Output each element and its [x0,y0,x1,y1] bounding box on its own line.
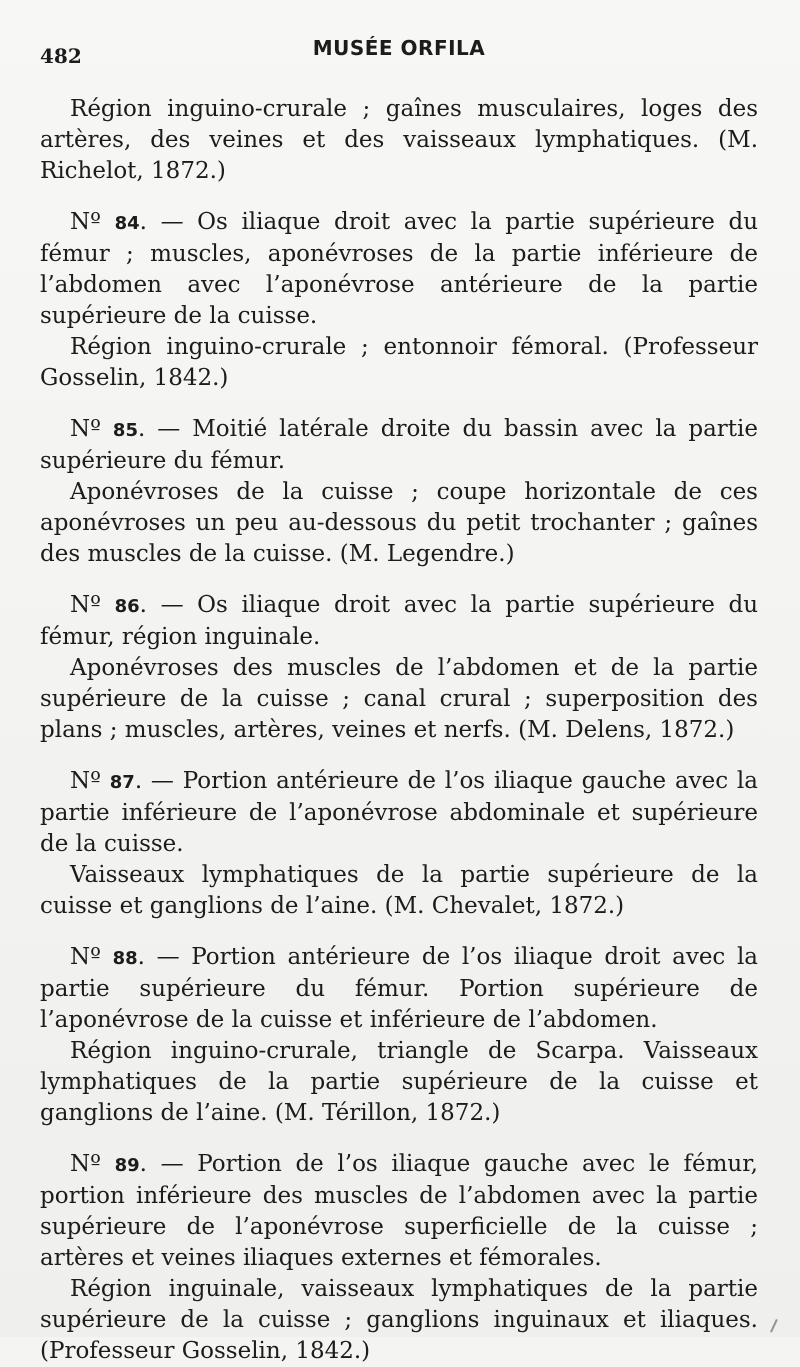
entry-number: 88 [112,948,138,969]
entry-number: 84 [114,213,140,234]
ink-mark [770,1319,796,1341]
catalogue-entries [40,94,758,1367]
entry-number: 85 [112,420,138,441]
entry-region: Région inguinale, vaisseaux lymphatiques de la partie supérieure de la cuisse ; ganglions inguinaux et iliaques. (Professeur Gosselin, 1842.) [40,1276,758,1364]
entry-heading-paragraph [40,590,758,653]
entry-region: Aponévroses des muscles de l’abdomen et de la partie supérieure de la cuisse ; canal crural ; superposition des plans ; muscles, artères, veines et nerfs. (M. Delens, 1872.) [40,655,758,743]
catalogue-entry [40,94,758,187]
catalogue-entry [40,414,758,570]
page-number: 482 [40,44,82,68]
entry-description: . — Portion antérieure de l’os iliaque droit avec la partie supérieure du fémur. Portion supérieure de l’aponévrose de la cuisse et inférieure de l’abdomen. [40,944,759,1033]
catalogue-entry [40,207,758,394]
running-head [40,28,758,76]
entry-heading-paragraph [40,766,758,860]
entry-description: . — Moitié latérale droite du bassin avec la partie supérieure du fémur. [40,416,758,474]
entry-region: Région inguino-crurale ; entonnoir fémoral. (Professeur Gosselin, 1842.) [40,334,758,391]
entry-no-prefix: Nº [70,209,101,235]
catalogue-entry [40,590,758,746]
entry-heading-paragraph [40,207,758,332]
entry-region: Aponévroses de la cuisse ; coupe horizontale de ces aponévroses un peu au-dessous du petit trochanter ; gaînes des muscles de la cuisse. (M. Legendre.) [40,479,758,567]
entry-description: . — Os iliaque droit avec la partie supérieure du fémur, région inguinale. [40,592,759,650]
catalogue-entry [40,1149,758,1367]
entry-region: Région inguino-crurale, triangle de Scarpa. Vaisseaux lymphatiques de la partie supérieure de la cuisse et ganglions de l’aine. (M. Térillon, 1872.) [40,1038,758,1126]
running-title: MUSÉE ORFILA [312,36,486,60]
entry-no-prefix: Nº [70,768,101,794]
entry-no-prefix: Nº [70,416,101,442]
entry-description: . — Os iliaque droit avec la partie supérieure du fémur ; muscles, aponévroses de la partie inférieure de l’abdomen avec l’aponévrose antérieure de la partie supérieure de la cuisse. [40,209,759,329]
entry-heading-paragraph [40,942,758,1036]
entry-heading-paragraph [40,414,758,477]
entry-no-prefix: Nº [70,1151,101,1177]
entry-number: 89 [114,1155,140,1176]
entry-number: 86 [114,596,140,617]
entry-description: . — Portion de l’os iliaque gauche avec le fémur, portion inférieure des muscles de l’abdomen avec la partie supérieure de l’aponévrose superficielle de la cuisse ; artères et veines iliaques externes et fémorales. [40,1151,758,1271]
entry-no-prefix: Nº [70,944,101,970]
entry-number: 87 [109,772,135,793]
entry-no-prefix: Nº [70,592,101,618]
entry-region: Vaisseaux lymphatiques de la partie supérieure de la cuisse et ganglions de l’aine. (M. Chevalet, 1872.) [40,862,758,919]
entry-heading-paragraph [40,1149,758,1274]
entry-description: Région inguino-crurale ; gaînes musculaires, loges des artères, des veines et des vaisseaux lymphatiques. (M. Richelot, 1872.) [40,96,758,184]
catalogue-entry [40,942,758,1129]
catalogue-entry [40,766,758,922]
entry-description: . — Portion antérieure de l’os iliaque gauche avec la partie inférieure de l’aponévrose abdominale et supérieure de la cuisse. [40,768,759,857]
